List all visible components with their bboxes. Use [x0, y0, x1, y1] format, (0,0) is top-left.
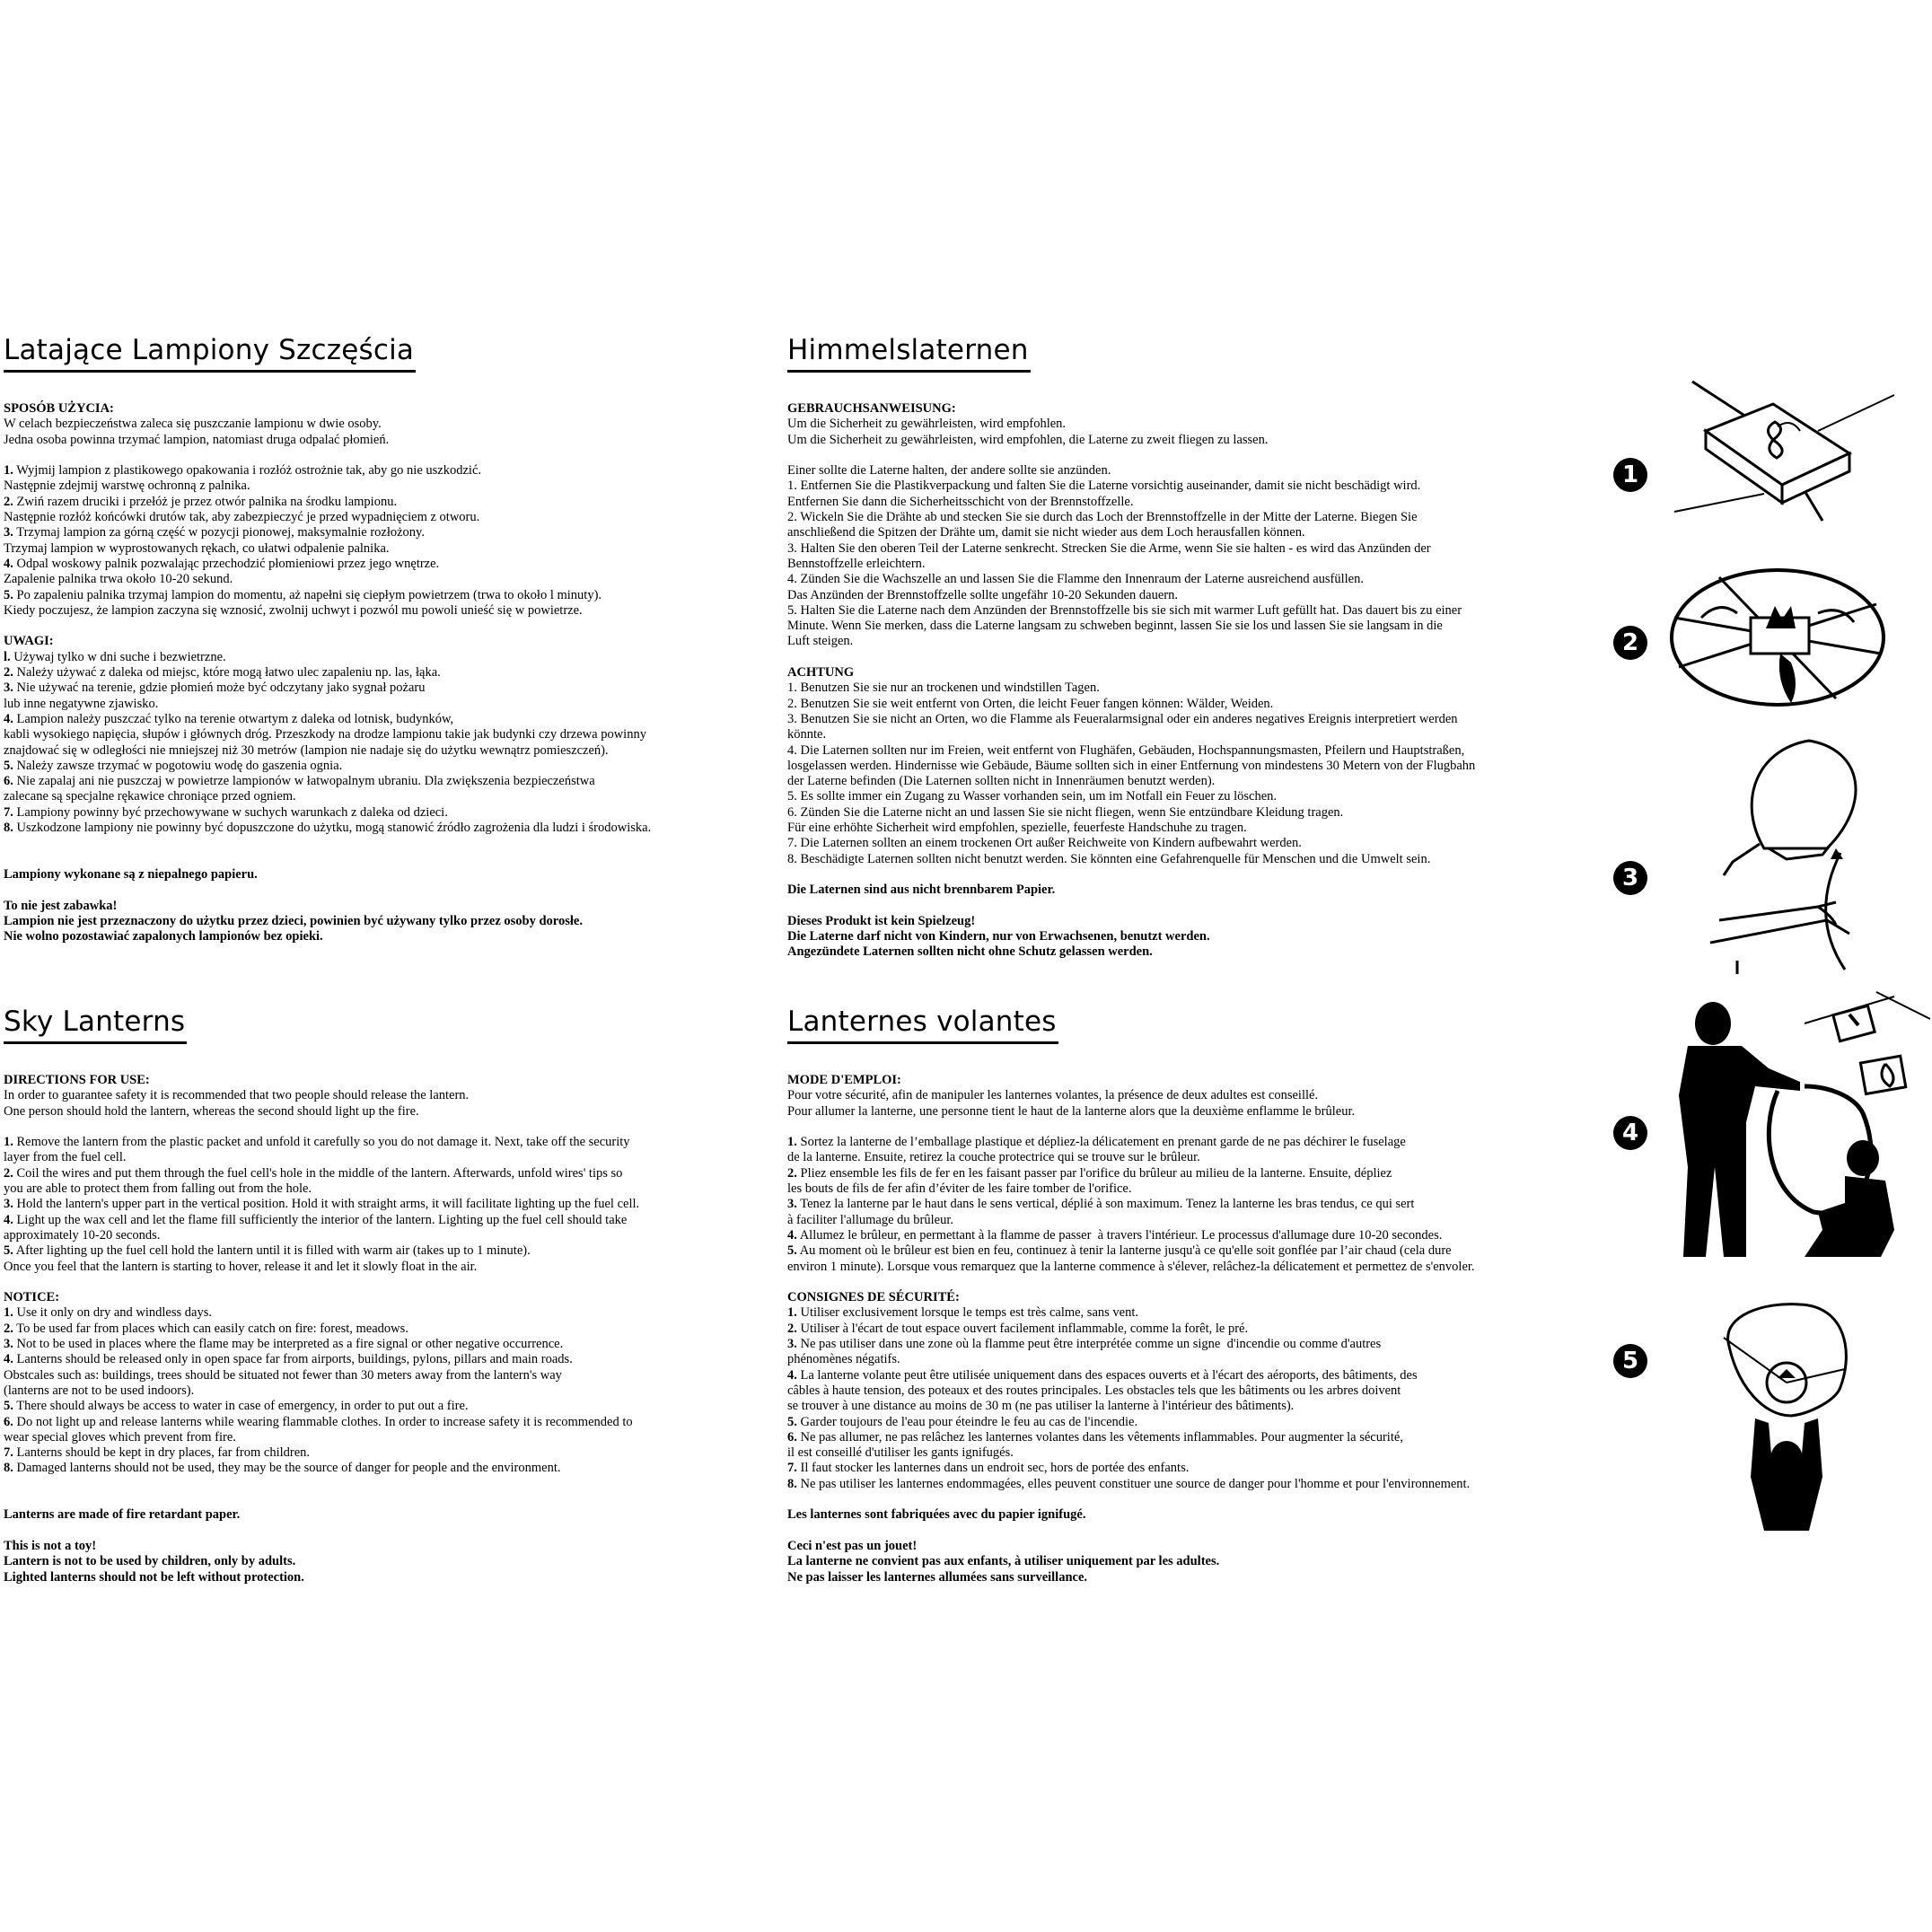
section-polish: [4, 334, 651, 944]
list-item: [787, 774, 1475, 789]
item-text: Trzymaj lampion w wyprostowanych rękach, co ułatwi odpalenie palnika.: [4, 540, 390, 556]
item-text: Lampiony powinny być przechowywane w suchych warunkach z daleka od dzieci.: [13, 804, 448, 820]
steps-list: [4, 1135, 639, 1275]
list-item: [4, 821, 651, 836]
list-item: [787, 557, 1475, 572]
item-text: Use it only on dry and windless days.: [13, 1305, 212, 1321]
list-item: [787, 1150, 1475, 1165]
two-people-lighting-lantern-icon: [1670, 988, 1930, 1275]
item-number: 7.: [4, 1445, 13, 1461]
list-item: [4, 1322, 639, 1337]
list-item: [787, 759, 1475, 774]
list-item: [787, 1430, 1475, 1445]
list-item: [787, 1368, 1475, 1383]
item-text: könnte.: [787, 727, 827, 742]
item-number: 2.: [787, 1165, 797, 1181]
item-number: 5.: [4, 758, 13, 773]
person-releasing-lantern-icon: [1710, 1297, 1872, 1531]
item-text: lub inne negatywne zjawisko.: [4, 696, 159, 711]
list-item: [787, 510, 1475, 525]
list-item: [787, 697, 1475, 712]
list-item: [787, 1197, 1475, 1212]
item-text: Należy używać z daleka od miejsc, które mogą łatwo ulec zapaleniu np. las, łąka.: [13, 665, 441, 681]
list-item: [787, 727, 1475, 742]
item-text: Nie używać na terenie, gdzie płomień może być odczytany jako sygnał pożaru: [13, 681, 426, 696]
list-item: [787, 1352, 1475, 1367]
list-item: [787, 572, 1475, 587]
list-item: [4, 588, 651, 603]
item-text: Ne pas utiliser dans une zone où la flamme peut être interprétée comme un signe d'incendie ou comme d'autres: [796, 1337, 1382, 1352]
item-text: Zwiń razem druciki i przełóż je przez otwór palnika na środku lampionu.: [13, 494, 398, 509]
item-number: 5.: [4, 1243, 13, 1259]
item-text: 3. Halten Sie den oberen Teil der Laterne senkrecht. Strecken Sie die Arme, wenn Sie sie halten - es wird das Anzünden der: [787, 540, 1431, 556]
list-item: [4, 712, 651, 727]
warning-line: La lanterne ne convient pas aux enfants, à utiliser uniquement par les adultes.: [787, 1554, 1220, 1569]
list-item: [4, 510, 651, 525]
item-number: 5.: [4, 587, 13, 602]
item-text: There should always be access to water in case of emergency, in order to put out a fire.: [13, 1399, 469, 1414]
list-item: [4, 759, 651, 774]
item-text: Następnie zdejmij warstwę ochronną z palnika.: [4, 479, 250, 494]
list-item: [787, 1181, 1475, 1197]
item-text: Wyjmij lampion z plastikowego opakowania i rozłóż ostrożnie tak, aby go nie uszkodzić.: [13, 463, 482, 479]
item-text: Nie zapalaj ani nie puszczaj w powietrze lampionów w łatwopalnym ubraniu. Dla zwiększenia bezpieczeństwa: [13, 774, 595, 789]
steps-list: [4, 463, 651, 619]
item-number: 1.: [4, 1305, 13, 1321]
item-number: 1.: [4, 463, 13, 479]
item-text: Lanterns should be kept in dry places, far from children.: [13, 1445, 311, 1461]
item-number: 2.: [4, 1321, 13, 1336]
list-item: [787, 1213, 1475, 1228]
list-item: [4, 1260, 639, 1275]
item-number: 4.: [4, 1352, 13, 1367]
item-text: Light up the wax cell and let the flame fill sufficiently the interior of the lantern. Lighting up the fuel cell should take: [13, 1212, 628, 1227]
material-note: Les lanternes sont fabriquées avec du papier ignifugé.: [787, 1507, 1086, 1523]
item-text: se trouver à une distance au moins de 30 m (ne pas utiliser la lanterne à l'intérieur des bâtiments).: [787, 1399, 1295, 1414]
intro: [4, 417, 651, 448]
section-german: [787, 334, 1475, 961]
list-item: [787, 619, 1475, 634]
item-number: 4.: [787, 1367, 797, 1383]
item-text: phénomènes négatifs.: [787, 1352, 900, 1367]
list-item: [787, 852, 1475, 867]
item-text: Garder toujours de l'eau pour éteindre le feu au cas de l'incendie.: [796, 1414, 1138, 1429]
list-item: [787, 541, 1475, 557]
list-item: [4, 805, 651, 821]
warning-line: This is not a toy!: [4, 1538, 97, 1553]
item-text: Für eine erhöhte Sicherheit wird empfohlen, spezielle, feuerfeste Handschuhe zu tragen.: [787, 821, 1247, 836]
list-item: [787, 1415, 1475, 1430]
list-item: [787, 1305, 1475, 1321]
item-text: Używaj tylko w dni suche i bezwietrzne.: [10, 649, 226, 664]
directions-heading: SPOSÓB UŻYCIA:: [4, 401, 114, 416]
list-item: [4, 1368, 639, 1383]
notice-heading: CONSIGNES DE SÉCURITÉ:: [787, 1290, 960, 1305]
list-item: [787, 1399, 1475, 1414]
item-text: After lighting up the fuel cell hold the lantern until it is filled with warm air (takes up to 1 minute).: [13, 1243, 531, 1259]
step-badge-5: 5: [1613, 1344, 1647, 1378]
section-french: [787, 1006, 1475, 1585]
item-text: Il faut stocker les lanternes dans un endroit sec, hors de portée des enfants.: [796, 1461, 1190, 1476]
notice-heading: UWAGI:: [4, 634, 54, 649]
item-text: 2. Benutzen Sie sie weit entfernt von Orten, die leicht Feuer fangen können: Wälder, Weiden.: [787, 696, 1274, 711]
step-badge-3: 3: [1613, 861, 1647, 895]
item-text: Au moment où le brûleur est bien en feu, continuez à tenir la lanterne jusqu'à ce qu'elle soit gonflée par l’air chaud (cela dure: [796, 1243, 1452, 1259]
item-text: Remove the lantern from the plastic packet and unfold it carefully so you do not damage it. Next, take off the security: [13, 1135, 630, 1150]
notices-list: [4, 1305, 639, 1476]
list-item: [4, 1445, 639, 1461]
list-item: [787, 1260, 1475, 1275]
item-number: 2.: [4, 665, 13, 681]
hands-holding-lantern-icon: [1701, 732, 1872, 979]
item-number: 7.: [4, 804, 13, 820]
list-item: [787, 1166, 1475, 1181]
list-item: [4, 572, 651, 587]
intro: [787, 417, 1475, 448]
text-line: In order to guarantee safety it is recommended that two people should release the lantern.: [4, 1088, 470, 1103]
warning-line: Dieses Produkt ist kein Spielzeug!: [787, 913, 976, 928]
list-item: [4, 1415, 639, 1430]
item-number: 5.: [4, 1399, 13, 1414]
step-badge-2: 2: [1613, 626, 1647, 660]
item-number: 4.: [4, 1212, 13, 1227]
list-item: [787, 712, 1475, 727]
directions-heading: GEBRAUCHSANWEISUNG:: [787, 401, 956, 416]
list-item: [4, 1197, 639, 1212]
material-note: Lanterns are made of fire retardant paper.: [4, 1507, 241, 1523]
item-text: Zapalenie palnika trwa około 10-20 sekund.: [4, 572, 233, 587]
list-item: [4, 1135, 639, 1150]
item-text: à faciliter l'allumage du brûleur.: [787, 1212, 953, 1227]
warning-block: [4, 899, 651, 945]
notice-heading: NOTICE:: [4, 1290, 60, 1305]
item-number: 8.: [4, 821, 13, 836]
item-text: Coil the wires and put them through the fuel cell's hole in the middle of the lantern. Afterwards, unfold wires' tips so: [13, 1165, 623, 1181]
warning-block: [787, 1539, 1475, 1585]
warning-line: Lampion nie jest przeznaczony do użytku przez dzieci, powinien być używany tylko przez osoby dorosłe.: [4, 913, 583, 928]
item-text: Sortez la lanterne de l’emballage plastique et dépliez-la délicatement en prenant garde de ne pas déchirer le fuselage: [796, 1135, 1406, 1150]
list-item: [4, 1181, 639, 1197]
item-number: 5.: [787, 1414, 797, 1429]
item-text: Kiedy poczujesz, że lampion zaczyna się wznosić, zwolnij uchwyt i pozwól mu powoli unieść się w powietrze.: [4, 602, 583, 618]
list-item: [787, 1383, 1475, 1399]
item-text: 6. Zünden Sie die Laterne nicht an und lassen Sie sie nicht fliegen, wenn Sie entzündbare Kleidung tragen.: [787, 804, 1344, 820]
list-item: [4, 697, 651, 712]
warning-line: Ne pas laisser les lanternes allumées sans surveillance.: [787, 1569, 1088, 1585]
list-item: [4, 650, 651, 665]
notices-list: [787, 681, 1475, 867]
list-item: [4, 1399, 639, 1414]
list-item: [4, 681, 651, 696]
item-text: Po zapaleniu palnika trzymaj lampion do momentu, aż napełni się ciepłym powietrzem (trwa to około l minuty).: [13, 587, 602, 602]
list-item: [4, 1166, 639, 1181]
item-text: 5. Halten Sie die Laterne nach dem Anzünden der Brennstoffzelle bis sie sich mit warmer Luft gefüllt hat. Das dauert bis zu einer: [787, 602, 1462, 618]
item-text: approximately 10-20 seconds.: [4, 1227, 161, 1243]
warning-line: Lighted lanterns should not be left without protection.: [4, 1569, 304, 1585]
item-number: 6.: [4, 774, 13, 789]
list-item: [4, 479, 651, 494]
text-line: Um die Sicherheit zu gewährleisten, wird empfohlen.: [787, 417, 1067, 432]
steps-list: [787, 1135, 1475, 1275]
item-text: losgelassen werden. Hindernisse wie Gebäude, Bäume sollten sich in einer Entfernung von mindestens 30 Metern von der Flugbahn: [787, 758, 1476, 773]
warning-line: Nie wolno pozostawiać zapalonych lampionów bez opieki.: [4, 929, 323, 944]
step-badge-1: 1: [1613, 458, 1647, 492]
list-item: [4, 1352, 639, 1367]
item-text: 2. Wickeln Sie die Drähte ab und stecken Sie sie durch das Loch der Brennstoffzelle in der Mitte der Laterne. Biegen Sie: [787, 510, 1418, 525]
list-item: [4, 774, 651, 789]
item-text: il est conseillé d'utiliser les gants ignifugés.: [787, 1445, 1014, 1461]
list-item: [787, 1228, 1475, 1243]
notices-list: [4, 650, 651, 837]
directions-heading: DIRECTIONS FOR USE:: [4, 1073, 150, 1087]
item-text: Hold the lantern's upper part in the vertical position. Hold it with straight arms, it will facilitate lighting up the fuel cell.: [13, 1197, 640, 1212]
warning-line: Lantern is not to be used by children, only by adults.: [4, 1554, 296, 1569]
warning-block: [787, 914, 1475, 961]
item-text: layer from the fuel cell.: [4, 1150, 127, 1165]
item-text: environ 1 minute). Lorsque vous remarquez que la lanterne commence à s'élever, relâchez-la délicatement et permettez de s'envoler.: [787, 1259, 1475, 1274]
item-number: 3.: [4, 1197, 13, 1212]
item-number: 2.: [4, 494, 13, 509]
item-number: 4.: [4, 556, 13, 571]
list-item: [787, 634, 1475, 649]
list-item: [787, 821, 1475, 836]
item-number: 1.: [4, 1135, 13, 1150]
item-text: zalecane są specjalne rękawice chroniące przed ogniem.: [4, 789, 296, 804]
item-text: To be used far from places which can easily catch on fire: forest, meadows.: [13, 1321, 408, 1336]
item-text: de la lanterne. Ensuite, retirez la couche protectrice qui se trouve sur le brûleur.: [787, 1150, 1200, 1165]
list-item: [787, 681, 1475, 696]
item-text: 1. Benutzen Sie sie nur an trockenen und windstillen Tagen.: [787, 681, 1100, 696]
item-text: Do not light up and release lanterns while wearing flammable clothes. In order to increase safety it is recommended to: [13, 1414, 633, 1429]
notices-list: [787, 1305, 1475, 1492]
intro: [4, 1088, 639, 1120]
text-line: Pour votre sécurité, afin de manipuler les lanternes volantes, la présence de deux adultes est conseillé.: [787, 1088, 1319, 1103]
lantern-package-icon: [1665, 377, 1899, 525]
list-item: [787, 588, 1475, 603]
step-badge-4: 4: [1613, 1116, 1647, 1150]
item-text: Luft steigen.: [787, 634, 854, 649]
list-item: [4, 463, 651, 479]
item-text: Das Anzünden der Brennstoffzelle sollte ungefähr 10-20 Sekunden dauern.: [787, 587, 1179, 602]
list-item: [4, 495, 651, 510]
list-item: [787, 603, 1475, 619]
item-number: 5.: [787, 1243, 797, 1259]
item-text: Obstcales such as: buildings, trees should be situated not fewer than 30 meters away from the lantern's way: [4, 1367, 562, 1383]
warning-line: Die Laterne darf nicht von Kindern, nur von Erwachsenen, benutzt werden.: [787, 929, 1210, 944]
list-item: [4, 1337, 639, 1352]
item-text: Ne pas utiliser les lanternes endommagées, elles peuvent constituer une source de danger pour l'homme et pour l'environnement.: [796, 1476, 1471, 1491]
item-text: câbles à haute tension, des poteaux et des routes principales. Les obstacles tels que les bâtiments ou les arbres doivent: [787, 1383, 1401, 1398]
item-text: 5. Es sollte immer ein Zugang zu Wasser vorhanden sein, um im Notfall ein Feuer zu löschen.: [787, 789, 1278, 804]
item-number: 6.: [787, 1429, 797, 1445]
intro: [787, 1088, 1475, 1120]
item-number: 1.: [787, 1305, 797, 1321]
section-english: [4, 1006, 639, 1585]
list-item: [787, 1337, 1475, 1352]
item-text: Once you feel that the lantern is starting to hover, release it and let it slowly float in the air.: [4, 1259, 478, 1274]
item-number: 3.: [4, 1337, 13, 1352]
warning-line: Angezündete Laternen sollten nicht ohne Schutz gelassen werden.: [787, 944, 1153, 960]
item-text: Entfernen Sie dann die Sicherheitsschicht von der Brennstoffzelle.: [787, 494, 1134, 509]
item-text: Odpal woskowy palnik pozwalając przechodzić płomieniowi przez jego wnętrze.: [13, 556, 440, 571]
list-item: [4, 1430, 639, 1445]
section-title: Latające Lampiony Szczęścia: [4, 334, 416, 373]
list-item: [4, 557, 651, 572]
item-text: La lanterne volante peut être utilisée uniquement dans des espaces ouverts et à l'écart des aéroports, des bâtiments, des: [796, 1367, 1418, 1383]
list-item: [787, 479, 1475, 494]
list-item: [787, 743, 1475, 759]
item-number: 3.: [787, 1337, 797, 1352]
item-text: (lanterns are not to be used indoors).: [4, 1383, 195, 1398]
item-text: kabli wysokiego napięcia, słupów i głównych dróg. Przeszkody na drodze lampionu takie jak budynki czy drzewa powinny: [4, 727, 646, 742]
directions-heading: MODE D'EMPLOI:: [787, 1073, 901, 1087]
list-item: [4, 1228, 639, 1243]
item-text: les bouts de fils de fer afin d’éviter de les faire tomber de l'orifice.: [787, 1181, 1132, 1197]
item-text: Następnie rozłóż końcówki drutów tak, aby zabezpieczyć je przed wypadnięciem z otworu.: [4, 510, 480, 525]
list-item: [4, 1305, 639, 1321]
item-text: Trzymaj lampion za górną część w pozycji pionowej, maksymalnie rozłożony.: [13, 525, 425, 540]
steps-list: [787, 463, 1475, 650]
item-text: Utiliser à l'écart de tout espace ouvert facilement inflammable, comme la forêt, le pré.: [796, 1321, 1249, 1336]
item-number: 2.: [787, 1321, 797, 1336]
list-item: [4, 743, 651, 759]
item-text: Należy zawsze trzymać w pogotowiu wodę do gaszenia ognia.: [13, 758, 343, 773]
warning-line: To nie jest zabawka!: [4, 898, 118, 913]
list-item: [787, 1461, 1475, 1476]
list-item: [787, 463, 1475, 479]
item-text: 4. Zünden Sie die Wachszelle an und lassen Sie die Flamme den Innenraum der Laterne ausreichend ausfüllen.: [787, 572, 1364, 587]
list-item: [4, 541, 651, 557]
text-line: Um die Sicherheit zu gewährleisten, wird empfohlen, die Laterne zu zweit fliegen zu lassen.: [787, 432, 1269, 447]
item-text: Lanterns should be released only in open space far from airports, buildings, pylons, pillars and main roads.: [13, 1352, 573, 1367]
item-text: Ne pas allumer, ne pas relâchez les lanternes volantes dans les vêtements inflammables. Pour augmenter la sécurité,: [796, 1429, 1403, 1445]
item-number: 8.: [787, 1476, 797, 1491]
item-number: 6.: [4, 1414, 13, 1429]
item-text: 4. Die Laternen sollten nur im Freien, weit entfernt von Flughäfen, Gebäuden, Hochspannungsmasten, Pfeilern und Hauptstraßen,: [787, 742, 1465, 758]
item-text: Pliez ensemble les fils de fer en les faisant passer par l'orifice du brûleur au milieu de la lanterne. Ensuite, dépliez: [796, 1165, 1392, 1181]
material-note: Lampiony wykonane są z niepalnego papieru.: [4, 866, 258, 882]
item-text: Allumez le brûleur, en permettant à la flamme de passer à travers l'intérieur. Le processus d'allumage dure 10-20 secondes.: [796, 1227, 1443, 1243]
item-text: wear special gloves which prevent from fire.: [4, 1429, 236, 1445]
notice-heading: ACHTUNG: [787, 665, 855, 681]
item-text: Damaged lanterns should not be used, they may be the source of danger for people and the environment.: [13, 1461, 561, 1476]
item-text: anschließend die Spitzen der Drähte um, damit sie nicht wieder aus dem Loch herausfallen können.: [787, 525, 1305, 540]
list-item: [787, 1477, 1475, 1492]
material-note: Die Laternen sind aus nicht brennbarem Papier.: [787, 883, 1056, 898]
list-item: [787, 1135, 1475, 1150]
item-number: 8.: [4, 1461, 13, 1476]
section-title: Sky Lanterns: [4, 1006, 187, 1044]
item-text: Uszkodzone lampiony nie powinny być dopuszczone do użytku, mogą stanowić źródło zagrożenia dla ludzi i środowiska.: [13, 821, 652, 836]
item-text: you are able to protect them from falling out from the hole.: [4, 1181, 312, 1197]
text-line: One person should hold the lantern, whereas the second should light up the fire.: [4, 1103, 419, 1119]
item-text: Tenez la lanterne par le haut dans le sens vertical, déplié à son maximum. Tenez la lanterne les bras tendus, ce qui sert: [796, 1197, 1415, 1212]
item-text: 1. Entfernen Sie die Plastikverpackung und falten Sie die Laterne vorsichtig auseinander, damit sie nicht beschädigt wird.: [787, 479, 1421, 494]
text-line: Jedna osoba powinna trzymać lampion, natomiast druga odpalać płomień.: [4, 432, 390, 447]
item-text: Not to be used in places where the flame may be interpreted as a fire signal or other negative occurrence.: [13, 1337, 564, 1352]
item-text: Lampion należy puszczać tylko na terenie otwartym z daleka od lotnisk, budynków,: [13, 711, 454, 726]
item-number: 3.: [4, 681, 13, 696]
list-item: [787, 495, 1475, 510]
list-item: [787, 1322, 1475, 1337]
list-item: [4, 1383, 639, 1399]
item-number: 4.: [787, 1227, 797, 1243]
item-number: 7.: [787, 1461, 797, 1476]
list-item: [4, 789, 651, 804]
text-line: Pour allumer la lanterne, une personne tient le haut de la lanterne alors que la deuxième enflamme le brûleur.: [787, 1103, 1356, 1119]
section-title: Himmelslaternen: [787, 334, 1031, 373]
item-number: 1.: [787, 1135, 797, 1150]
list-item: [787, 1243, 1475, 1259]
item-number: 3.: [4, 525, 13, 540]
item-number: 4.: [4, 711, 13, 726]
item-text: 8. Beschädigte Laternen sollten nicht benutzt werden. Sie könnten eine Gefahrenquelle für Menschen und die Umwelt sein.: [787, 851, 1431, 866]
item-text: 7. Die Laternen sollten an einem trockenen Ort außer Reichweite von Kindern aufbewahrt werden.: [787, 836, 1302, 851]
item-text: der Laterne befinden (Die Laternen sollten nicht in Innenräumen benutzt werden).: [787, 774, 1216, 789]
item-number: 3.: [787, 1197, 797, 1212]
warning-line: Ceci n'est pas un jouet!: [787, 1538, 918, 1553]
list-item: [4, 1461, 639, 1476]
item-text: znajdować się w odległości nie mniejszej niż 30 metrów (lampion nie nadaje się do użytku wewnątrz pomieszczeń).: [4, 742, 609, 758]
item-text: Utiliser exclusivement lorsque le temps est très calme, sans vent.: [796, 1305, 1138, 1321]
list-item: [4, 1213, 639, 1228]
fuel-cell-wires-icon: [1665, 564, 1890, 712]
item-text: Bennstoffzelle erleichtern.: [787, 556, 926, 571]
list-item: [4, 1150, 639, 1165]
list-item: [4, 727, 651, 742]
text-line: W celach bezpieczeństwa zaleca się puszczanie lampionu w dwie osoby.: [4, 417, 382, 432]
list-item: [4, 603, 651, 619]
list-item: [787, 836, 1475, 851]
item-text: Minute. Wenn Sie merken, dass die Laterne langsam zu schweben beginnt, lassen Sie sie los und lassen Sie sie langsam in die: [787, 619, 1443, 634]
item-number: 2.: [4, 1165, 13, 1181]
list-item: [4, 1243, 639, 1259]
list-item: [787, 805, 1475, 821]
warning-block: [4, 1539, 639, 1585]
item-number: l.: [4, 649, 11, 664]
item-text: 3. Benutzen Sie sie nicht an Orten, wo die Flamme als Feueralarmsignal oder ein anderes negatives Ereignis interpretiert werden: [787, 711, 1458, 726]
list-item: [4, 665, 651, 681]
list-item: [4, 525, 651, 540]
list-item: [787, 525, 1475, 540]
item-text: Einer sollte die Laterne halten, der andere sollte sie anzünden.: [787, 463, 1111, 479]
list-item: [787, 1445, 1475, 1461]
list-item: [787, 789, 1475, 804]
section-title: Lanternes volantes: [787, 1006, 1058, 1044]
